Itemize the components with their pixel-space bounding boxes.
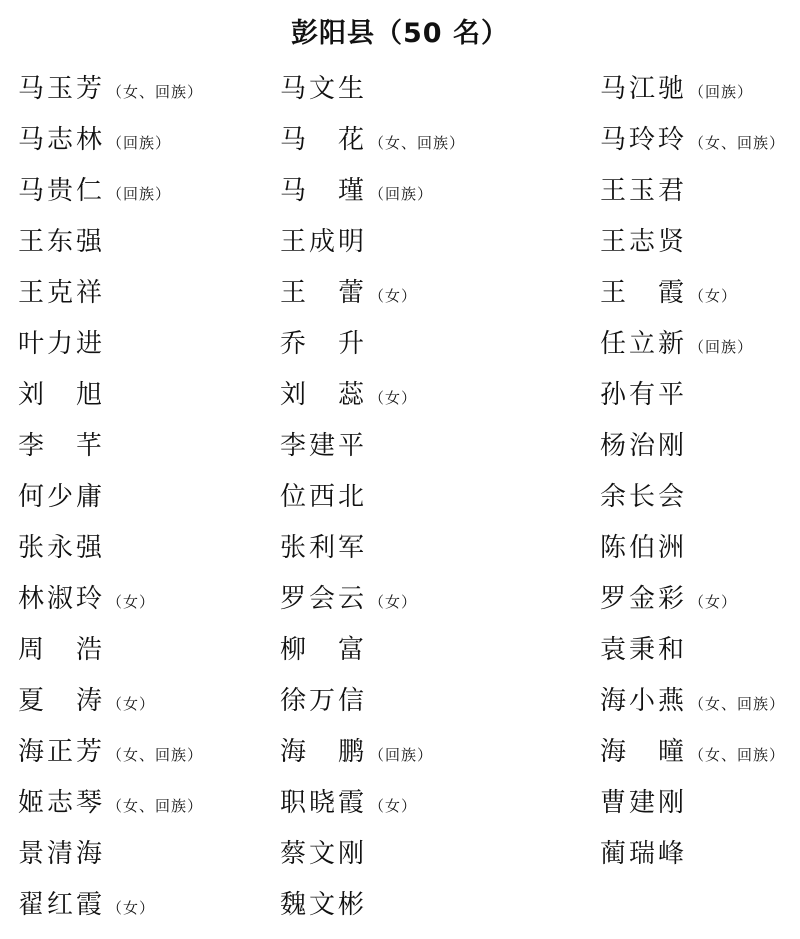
name-entry <box>280 370 417 421</box>
name-entry <box>280 115 465 166</box>
person-name: 王玉君 <box>600 176 688 206</box>
name-row <box>0 370 800 421</box>
person-name: 职晓霞 <box>280 788 368 818</box>
person-name: 乔 升 <box>280 329 368 359</box>
person-name: 翟红霞 <box>18 890 106 920</box>
person-name: 罗会云 <box>280 584 368 614</box>
person-name: 蔡文刚 <box>280 839 368 869</box>
person-name: 王志贤 <box>600 227 688 257</box>
person-note: （女） <box>689 593 738 611</box>
person-note: （女、回族） <box>689 746 786 764</box>
name-entry <box>600 166 687 217</box>
name-entry <box>18 676 155 727</box>
name-entry <box>600 217 687 268</box>
person-name: 杨治刚 <box>600 431 688 461</box>
name-row <box>0 625 800 676</box>
person-name: 袁秉和 <box>600 635 688 665</box>
person-name: 马玲玲 <box>600 125 688 155</box>
person-name: 王东强 <box>18 227 106 257</box>
name-row <box>0 574 800 625</box>
person-name: 何少庸 <box>18 482 106 512</box>
name-row <box>0 880 800 931</box>
person-note: （女） <box>369 389 418 407</box>
name-entry <box>18 778 203 829</box>
person-note: （女） <box>689 287 738 305</box>
name-entry <box>600 268 737 319</box>
name-entry <box>18 880 155 931</box>
person-note: （女、回族） <box>107 746 204 764</box>
person-name: 周 浩 <box>18 635 106 665</box>
person-name: 王 蕾 <box>280 278 368 308</box>
name-entry <box>18 217 105 268</box>
person-name: 张永强 <box>18 533 106 563</box>
person-note: （女） <box>369 287 418 305</box>
name-row <box>0 166 800 217</box>
name-entry <box>18 421 105 472</box>
person-note: （回族） <box>369 746 434 764</box>
person-note: （回族） <box>689 83 754 101</box>
person-note: （女） <box>107 899 156 917</box>
person-note: （女、回族） <box>689 695 786 713</box>
name-entry <box>280 421 367 472</box>
name-entry <box>600 676 785 727</box>
person-name: 王成明 <box>280 227 368 257</box>
name-entry <box>280 574 417 625</box>
person-name: 位西北 <box>280 482 368 512</box>
person-name: 余长会 <box>600 482 688 512</box>
person-name: 曹建刚 <box>600 788 688 818</box>
person-name: 任立新 <box>600 329 688 359</box>
name-entry <box>280 727 433 778</box>
name-row <box>0 778 800 829</box>
name-entry <box>18 727 203 778</box>
person-name: 景清海 <box>18 839 106 869</box>
name-entry <box>18 625 105 676</box>
person-name: 海 曈 <box>600 737 688 767</box>
person-name: 马玉芳 <box>18 74 106 104</box>
name-row <box>0 829 800 880</box>
person-name: 李 芊 <box>18 431 106 461</box>
name-entry <box>280 268 417 319</box>
name-entry <box>280 217 367 268</box>
name-entry <box>600 370 687 421</box>
person-name: 陈伯洲 <box>600 533 688 563</box>
page-title: 彭阳县（50 名） <box>291 18 509 49</box>
person-name: 王克祥 <box>18 278 106 308</box>
person-note: （女、回族） <box>689 134 786 152</box>
person-name: 马文生 <box>280 74 368 104</box>
name-entry <box>280 625 367 676</box>
person-name: 刘 旭 <box>18 380 106 410</box>
name-entry <box>600 319 753 370</box>
person-name: 林淑玲 <box>18 584 106 614</box>
person-name: 夏 涛 <box>18 686 106 716</box>
person-note: （回族） <box>369 185 434 203</box>
name-entry <box>18 268 105 319</box>
name-entry <box>280 472 367 523</box>
person-note: （回族） <box>107 185 172 203</box>
person-name: 马志林 <box>18 125 106 155</box>
person-name: 徐万信 <box>280 686 368 716</box>
person-name: 刘 蕊 <box>280 380 368 410</box>
name-entry <box>18 472 105 523</box>
person-name: 马 花 <box>280 125 368 155</box>
person-name: 马江驰 <box>600 74 688 104</box>
name-row <box>0 472 800 523</box>
name-entry <box>18 574 155 625</box>
person-note: （女、回族） <box>369 134 466 152</box>
person-note: （女、回族） <box>107 83 204 101</box>
person-name: 马 瑾 <box>280 176 368 206</box>
name-entry <box>280 166 433 217</box>
name-entry <box>18 64 203 115</box>
person-name: 叶力进 <box>18 329 106 359</box>
name-entry <box>280 523 367 574</box>
person-name: 柳 富 <box>280 635 368 665</box>
name-entry <box>600 574 737 625</box>
person-name: 李建平 <box>280 431 368 461</box>
name-entry <box>600 829 687 880</box>
name-entry <box>600 523 687 574</box>
name-entry <box>280 829 367 880</box>
name-entry <box>600 778 687 829</box>
person-name: 姬志琴 <box>18 788 106 818</box>
person-note: （女、回族） <box>107 797 204 815</box>
person-note: （回族） <box>107 134 172 152</box>
name-entry <box>280 778 417 829</box>
name-entry <box>600 115 785 166</box>
name-entry <box>600 421 687 472</box>
name-list <box>0 64 800 931</box>
name-row <box>0 217 800 268</box>
name-row <box>0 727 800 778</box>
name-row <box>0 268 800 319</box>
name-entry <box>18 166 171 217</box>
person-note: （女） <box>107 695 156 713</box>
name-entry <box>600 727 785 778</box>
name-entry <box>280 880 367 931</box>
name-row <box>0 676 800 727</box>
name-entry <box>18 319 105 370</box>
person-name: 海小燕 <box>600 686 688 716</box>
person-name: 王 霞 <box>600 278 688 308</box>
person-name: 蔺瑞峰 <box>600 839 688 869</box>
name-row <box>0 421 800 472</box>
person-name: 马贵仁 <box>18 176 106 206</box>
person-name: 海正芳 <box>18 737 106 767</box>
name-entry <box>18 523 105 574</box>
person-note: （女） <box>369 797 418 815</box>
name-entry <box>280 676 367 727</box>
name-row <box>0 319 800 370</box>
person-note: （女） <box>107 593 156 611</box>
name-entry <box>280 319 367 370</box>
name-row <box>0 115 800 166</box>
person-name: 海 鹏 <box>280 737 368 767</box>
name-entry <box>18 370 105 421</box>
person-name: 魏文彬 <box>280 890 368 920</box>
name-entry <box>18 829 105 880</box>
person-note: （女） <box>369 593 418 611</box>
person-name: 张利军 <box>280 533 368 563</box>
name-entry <box>600 64 753 115</box>
person-note: （回族） <box>689 338 754 356</box>
name-row <box>0 64 800 115</box>
name-entry <box>600 472 687 523</box>
name-entry <box>600 625 687 676</box>
person-name: 孙有平 <box>600 380 688 410</box>
name-entry <box>18 115 171 166</box>
name-row <box>0 523 800 574</box>
person-name: 罗金彩 <box>600 584 688 614</box>
name-entry <box>280 64 367 115</box>
